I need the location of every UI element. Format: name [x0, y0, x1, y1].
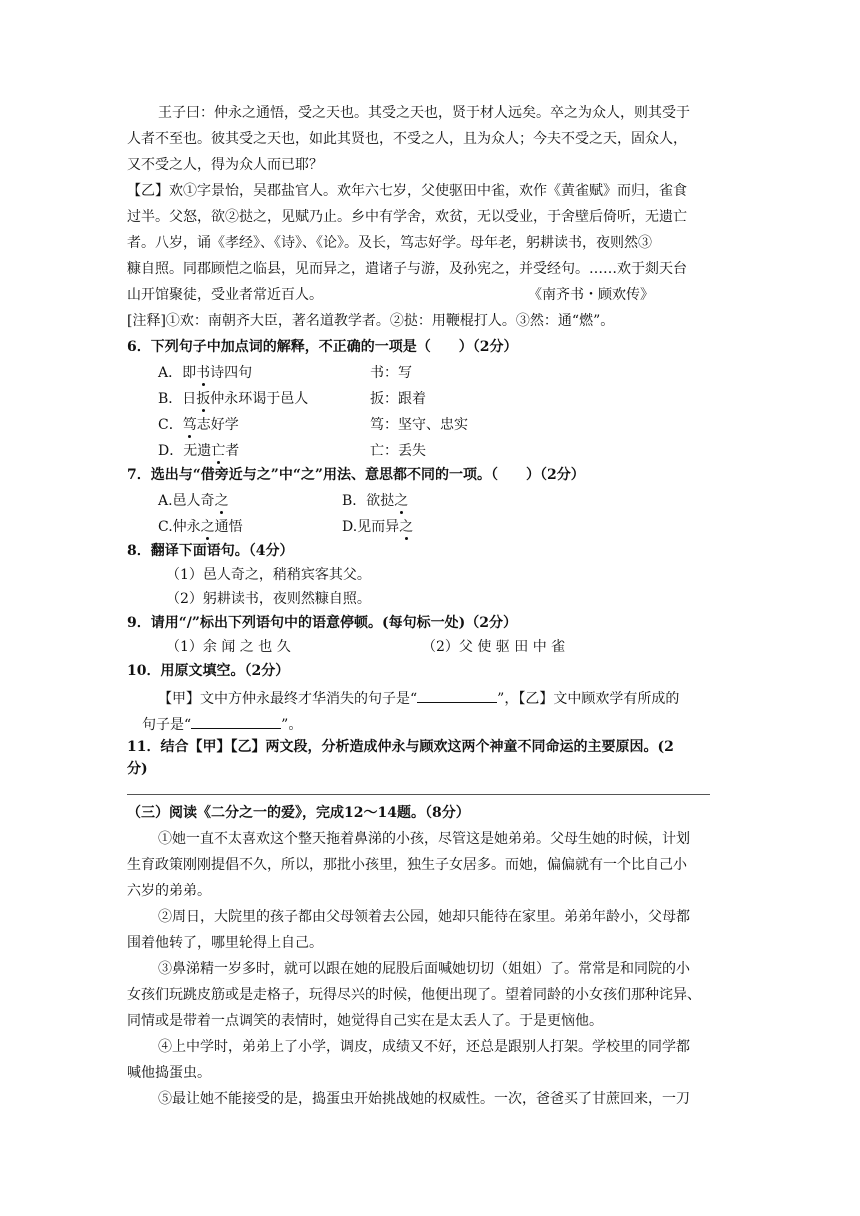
q7-b-dotted-word: 之 [394, 493, 409, 509]
q11-stem-line-2: 分) [127, 761, 148, 777]
section-divider [127, 794, 710, 795]
q11-stem-line-1: 11．结合【甲】【乙】两文段，分析造成仲永与顾欢这两个神童不同命运的主要原因。(2 [127, 739, 674, 755]
q6-option-a: A．即书诗四句 [158, 365, 253, 381]
q6-c-dotted-word: 笃 [182, 417, 197, 433]
q6-b-dotted-word: 扳 [196, 391, 211, 407]
q8-stem: 8．翻译下面语句。（4分） [127, 543, 294, 559]
q9-stem: 9．请用“/”标出下列语句中的语意停顿。(每句标一处)（2分） [127, 615, 517, 631]
yi-source: 《南齐书・顾欢传》 [528, 287, 654, 303]
q6-option-c: C．笃志好学 [158, 417, 239, 433]
q9-sentence-2: （2）父 使 驱 田 中 雀 [422, 639, 566, 655]
yi-line-1: 【乙】欢①字景怡，吴郡盐官人。欢年六七岁，父使驱田中雀，欢作《黄雀赋》而归，雀食 [127, 183, 687, 199]
q7-stem: 7．选出与“借旁近与之”中“之”用法、意思都不同的一项。（ ）（2分） [127, 467, 585, 483]
q7-option-b: B．欲挞之 [342, 493, 409, 509]
jia-line-3: 又不受之人，得为众人而已耶？ [127, 157, 323, 173]
para-3-line-3: 同情或是带着一点调笑的表情时，她觉得自己实在是太丢人了。于是更恼他。 [127, 1013, 603, 1029]
para-1-line-2: 生育政策刚刚提倡不久，所以，那批小孩里，独生子女居多。而她，偏偏就有一个比自己小 [127, 857, 687, 873]
yi-line-4: 糠自照。同郡顾恺之临县，见而异之，遣诸子与游，及孙宪之，并受经句。……欢于剡天台 [127, 261, 687, 277]
q10-line-1: 【甲】文中方仲永最终才华消失的句子是“ ”，【乙】文中顾欢学有所成的 [158, 688, 679, 708]
yi-line-3: 者。八岁，诵《孝经》、《诗》、《论》。及长，笃志好学。母年老，躬耕读书，夜则然③ [127, 235, 652, 251]
section-3-title: （三）阅读《二分之一的爱》，完成12～14题。（8分） [127, 805, 470, 821]
q6-option-b-definition: 扳：跟着 [370, 391, 426, 407]
q10-stem: 10．用原文填空。（2分） [127, 663, 290, 679]
q7-a-dotted-word: 之 [214, 493, 229, 509]
para-5-line-1: ⑤最让她不能接受的是，捣蛋虫开始挑战她的权威性。一次，爸爸买了甘蔗回来，一刀 [158, 1091, 690, 1107]
q6-a-dotted-word: 书 [196, 365, 211, 381]
q6-option-d-definition: 亡：丢失 [370, 443, 426, 459]
q6-stem: 6．下列句子中加点词的解释，不正确的一项是（ ）（2分） [127, 339, 518, 355]
para-3-line-1: ③鼻涕精一岁多时，就可以跟在她的屁股后面喊她切切（姐姐）了。常常是和同院的小 [158, 961, 690, 977]
q8-sentence-2: （2）躬耕读书，夜则然糠自照。 [166, 591, 371, 607]
q7-option-a: A.邑人奇之 [158, 493, 229, 509]
q9-sentence-1: （1）余 闻 之 也 久 [166, 639, 291, 655]
q6-d-dotted-word: 亡 [211, 443, 226, 459]
q7-option-d: D.见而异之 [342, 519, 414, 535]
q10-blank-2[interactable] [191, 714, 281, 729]
q7-c-dotted-word: 之 [200, 519, 215, 535]
q8-sentence-1: （1）邑人奇之，稍稍宾客其父。 [166, 567, 371, 583]
para-4-line-1: ④上中学时，弟弟上了小学，调皮，成绩又不好，还总是跟别人打架。学校里的同学都 [158, 1039, 690, 1055]
para-4-line-2: 喊他捣蛋虫。 [127, 1065, 211, 1081]
para-2-line-2: 围着他转了，哪里轮得上自己。 [127, 935, 323, 951]
yi-line-2: 过半。父怒，欲②挞之，见赋乃止。乡中有学舍，欢贫，无以受业，于舍壁后倚听，无遗亡 [127, 209, 687, 225]
q10-line-2: 句子是“ ”。 [142, 714, 302, 734]
jia-line-1: 王子曰：仲永之通悟，受之天也。其受之天也，贤于材人远矣。卒之为众人，则其受于 [158, 105, 690, 121]
jia-line-2: 人者不至也。彼其受之天也，如此其贤也，不受之人，且为众人；今夫不受之天，固众人， [127, 131, 687, 147]
para-1-line-3: 六岁的弟弟。 [127, 883, 211, 899]
q7-d-dotted-word: 之 [399, 519, 414, 535]
q6-option-a-definition: 书：写 [370, 365, 412, 381]
yi-annotation: [注释]①欢：南朝齐大臣，著名道教学者。②挞：用鞭棍打人。③然：通“燃”。 [127, 313, 615, 329]
para-1-line-1: ①她一直不太喜欢这个整天拖着鼻涕的小孩，尽管这是她弟弟。父母生她的时候，计划 [158, 831, 690, 847]
q6-option-c-definition: 笃：坚守、忠实 [370, 417, 468, 433]
para-3-line-2: 女孩们玩跳皮筋或是走格子，玩得尽兴的时候，他便出现了。望着同龄的小女孩们那种诧异、 [127, 987, 701, 1003]
q7-option-c: C.仲永之通悟 [158, 519, 243, 535]
q10-blank-1[interactable] [417, 688, 497, 703]
para-2-line-1: ②周日，大院里的孩子都由父母领着去公园，她却只能待在家里。弟弟年龄小，父母都 [158, 909, 690, 925]
q6-option-d: D．无遗亡者 [158, 443, 240, 459]
yi-line-5: 山开馆聚徒，受业者常近百人。 [127, 287, 323, 303]
q6-option-b: B．日扳仲永环谒于邑人 [158, 391, 309, 407]
